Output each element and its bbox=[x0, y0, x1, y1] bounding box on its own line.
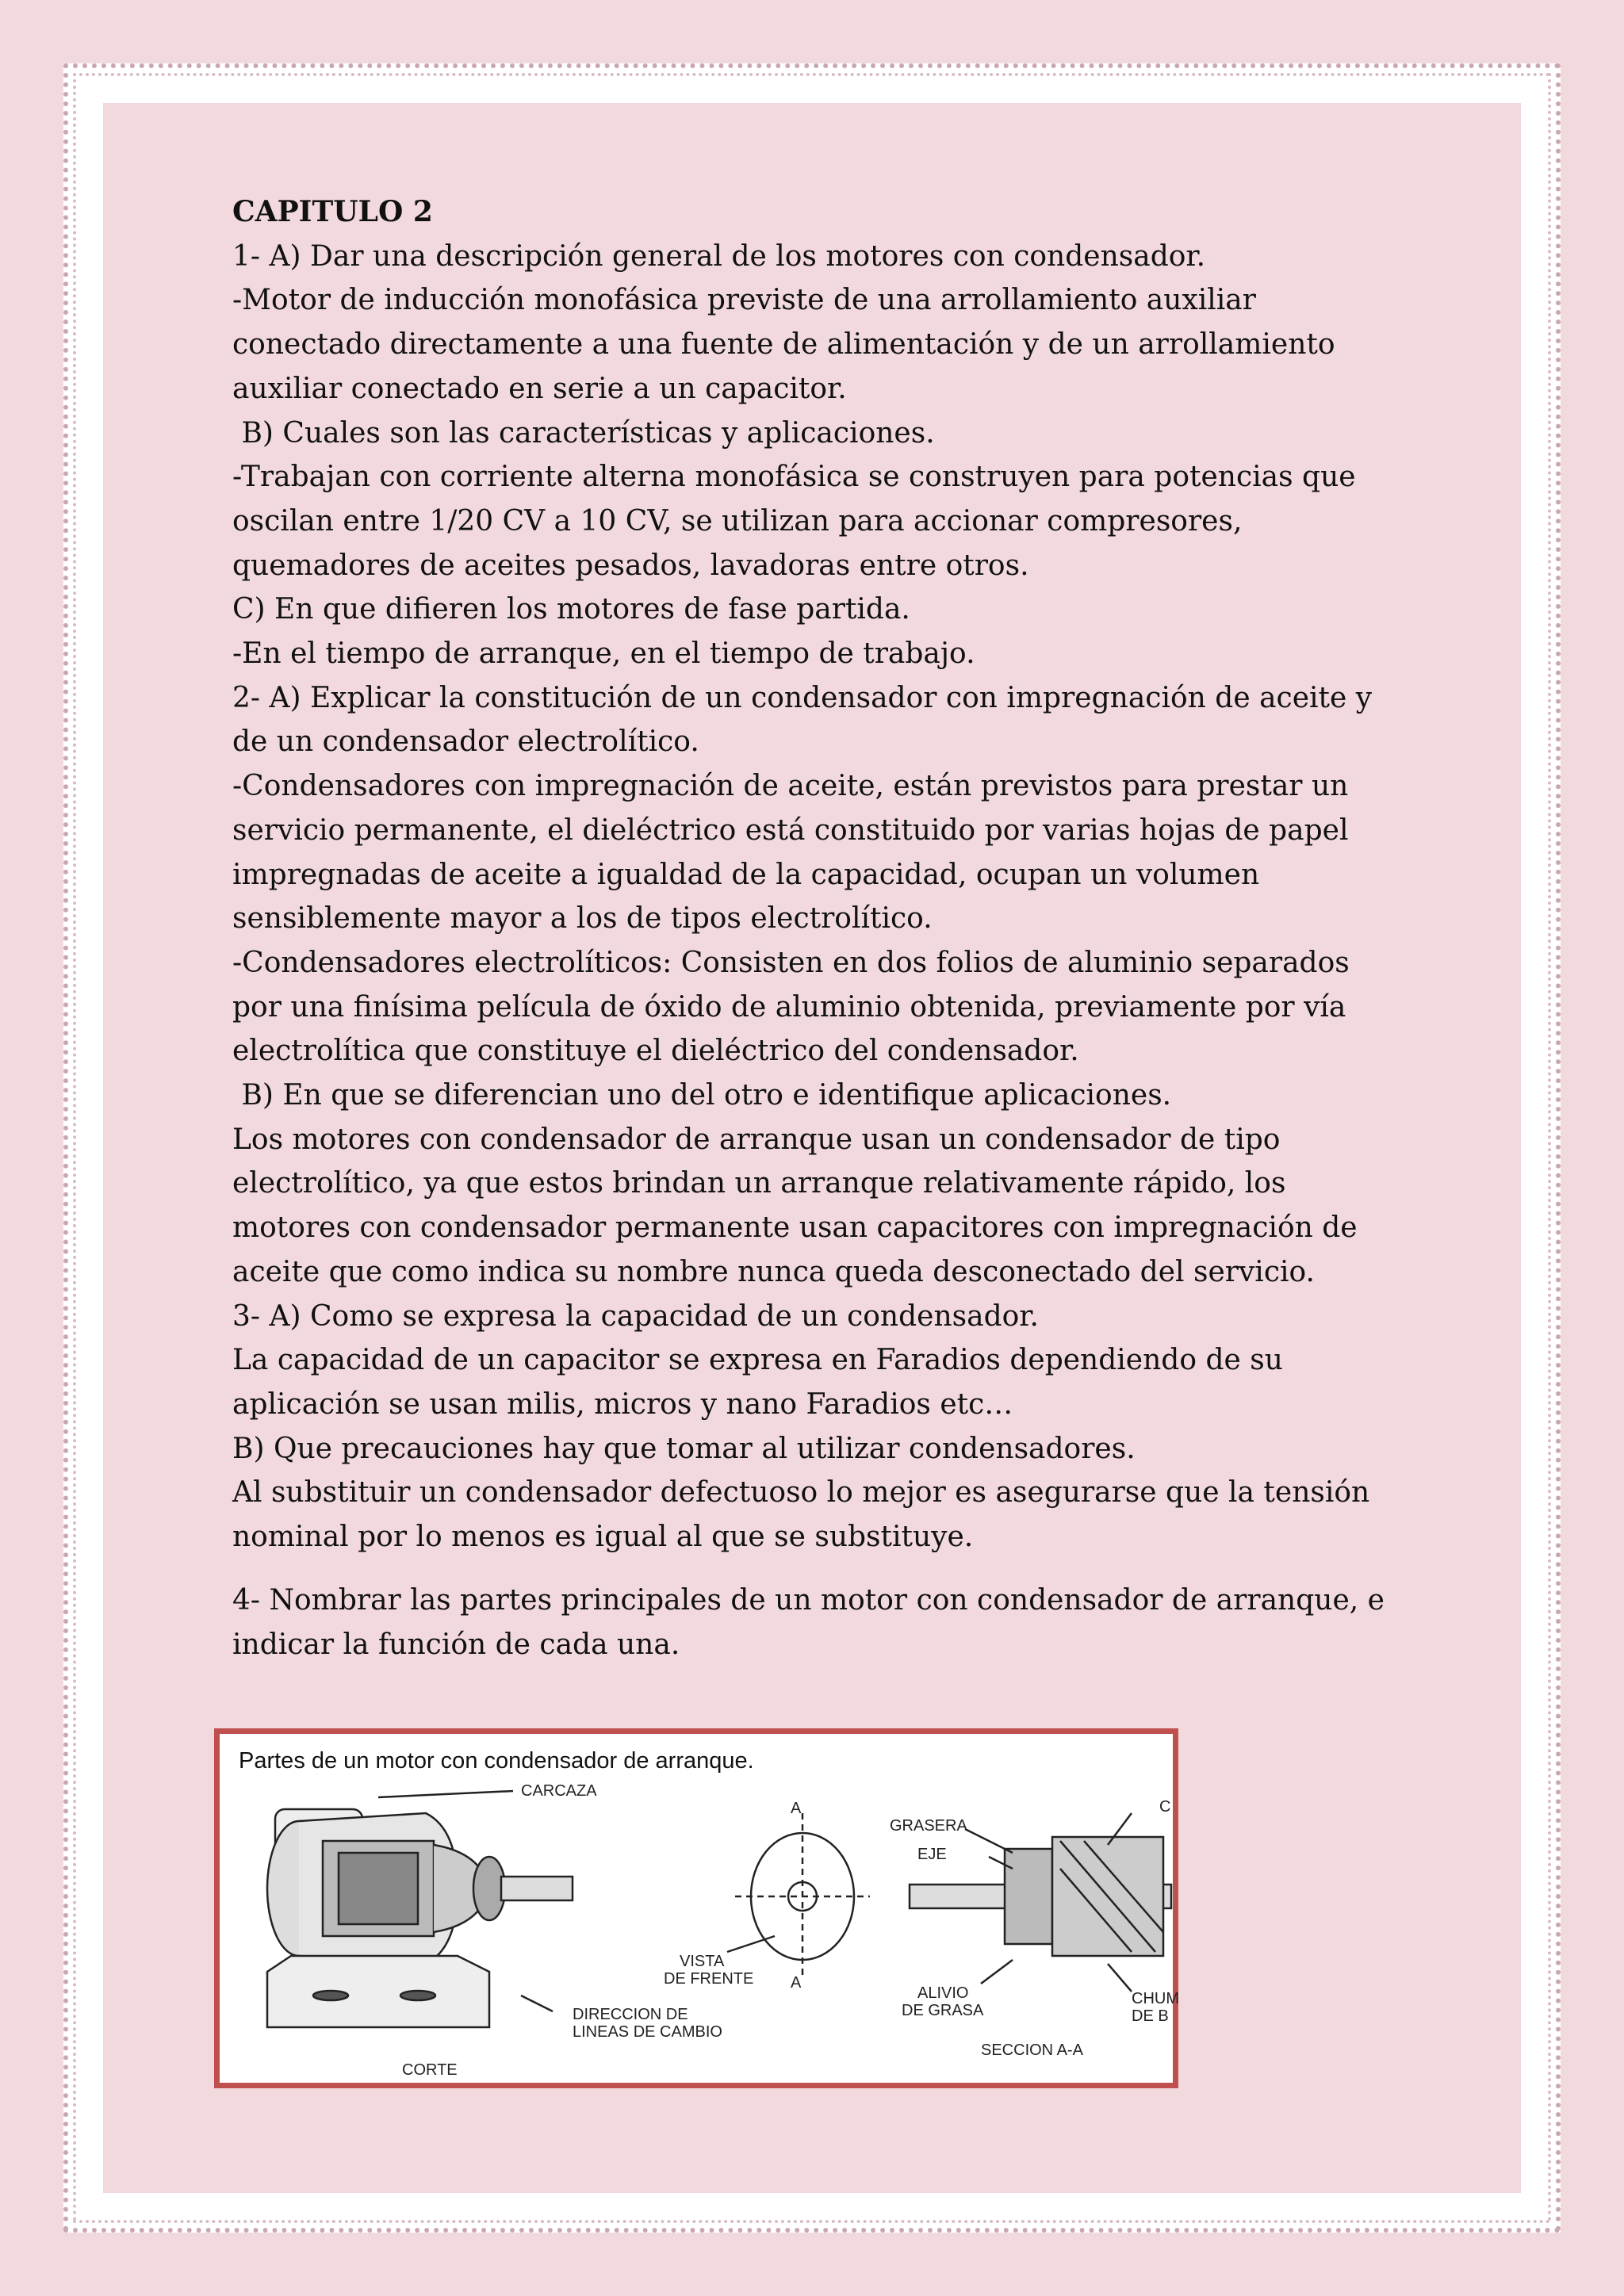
paragraph: -En el tiempo de arranque, en el tiempo de trabajo. bbox=[232, 637, 975, 671]
leader-line bbox=[965, 1829, 1013, 1853]
label-section-a-top: A bbox=[791, 1800, 802, 1817]
leader-line bbox=[521, 1996, 553, 2011]
label-vista-2: DE FRENTE bbox=[664, 1970, 754, 1988]
chapter-heading: CAPITULO 2 bbox=[232, 195, 433, 228]
paragraph: B) Cuales son las características y aplicaciones. bbox=[232, 416, 935, 450]
paragraph: B) Que precauciones hay que tomar al utilizar condensadores. bbox=[232, 1432, 1136, 1465]
label-seccion: SECCION A-A bbox=[981, 2042, 1083, 2059]
label-chum-1: CHUM bbox=[1132, 1990, 1179, 2007]
label-chum-2: DE B bbox=[1132, 2007, 1169, 2025]
label-direccion-1: DIRECCION DE bbox=[573, 2006, 688, 2023]
mount-slot-shape bbox=[313, 1991, 348, 2000]
paragraph: -Trabajan con corriente alterna monofásica se construyen para potencias que oscilan entre 1/20 CV a 10 CV, se utilizan para accionar compresores, quemadores de aceites pesados, lavadoras entre otros. bbox=[232, 461, 1356, 582]
label-alivio-2: DE GRASA bbox=[902, 2002, 984, 2019]
paragraph: Los motores con condensador de arranque usan un condensador de tipo electrolítico, ya que estos brindan un arranque relativamente rápido, los motores con condensador permanente usan capacitores con impregnación de aceite que como indica su nombre nunca queda desconectado del servicio. bbox=[232, 1123, 1358, 1288]
motor-diagram bbox=[220, 1734, 1179, 2083]
leader-line bbox=[1108, 1964, 1132, 1992]
section-bearing-shape bbox=[1005, 1849, 1052, 1944]
paragraph: Al substituir un condensador defectuoso lo mejor es asegurarse que la tensión nominal por lo menos es igual al que se substituye. bbox=[232, 1476, 1370, 1554]
label-corte: CORTE bbox=[402, 2061, 458, 2079]
rotor-shape bbox=[339, 1853, 418, 1924]
label-vista-1: VISTA bbox=[680, 1953, 725, 1970]
paragraph: 2- A) Explicar la constitución de un condensador con impregnación de aceite y de un condensador electrolítico. bbox=[232, 681, 1373, 759]
paragraph: -Motor de inducción monofásica previste de una arrollamiento auxiliar conectado directamente a una fuente de alimentación y de un arrollamiento auxiliar conectado en serie a un capacitor. bbox=[232, 284, 1335, 405]
label-eje: EJE bbox=[917, 1846, 947, 1863]
shaft-shape bbox=[501, 1877, 573, 1900]
document-body bbox=[232, 190, 1406, 1667]
paragraph: -Condensadores electrolíticos: Consisten en dos folios de aluminio separados por una finísima película de óxido de aluminio obtenida, previamente por vía electrolítica que constituye el dieléctrico del condensador. bbox=[232, 946, 1350, 1068]
base-shape bbox=[267, 1956, 489, 2027]
label-section-a-bottom: A bbox=[791, 1974, 802, 1992]
paragraph: 4- Nombrar las partes principales de un motor con condensador de arranque, e indicar la función de cada una. bbox=[232, 1583, 1385, 1661]
mount-slot-shape bbox=[400, 1991, 435, 2000]
figure-caption: Partes de un motor con condensador de arranque. bbox=[239, 1748, 754, 1774]
label-alivio-1: ALIVIO bbox=[917, 1984, 969, 2002]
paragraph: La capacidad de un capacitor se expresa en Faradios dependiendo de su aplicación se usan milis, micros y nano Faradios etc… bbox=[232, 1344, 1283, 1421]
paragraph: 1- A) Dar una descripción general de los motores con condensador. bbox=[232, 239, 1206, 273]
label-direccion-2: LINEAS DE CAMBIO bbox=[573, 2023, 722, 2041]
leader-line bbox=[981, 1960, 1013, 1984]
label-edge-c: C bbox=[1159, 1798, 1171, 1816]
paragraph: B) En que se diferencian uno del otro e identifique aplicaciones. bbox=[232, 1079, 1172, 1112]
label-grasera: GRASERA bbox=[890, 1817, 967, 1835]
leader-line bbox=[378, 1791, 513, 1797]
paragraph: C) En que difieren los motores de fase partida. bbox=[232, 593, 910, 626]
paragraph: -Condensadores con impregnación de aceite, están previstos para prestar un servicio permanente, el dieléctrico está constituido por varias hojas de papel impregnadas de aceite a igualdad de la capacidad, ocupan un volumen sensiblemente mayor a los de tipos electrolítico. bbox=[232, 770, 1349, 936]
label-carcaza: CARCAZA bbox=[521, 1782, 597, 1800]
paragraph: 3- A) Como se expresa la capacidad de un condensador. bbox=[232, 1299, 1039, 1333]
motor-figure bbox=[214, 1728, 1178, 2088]
